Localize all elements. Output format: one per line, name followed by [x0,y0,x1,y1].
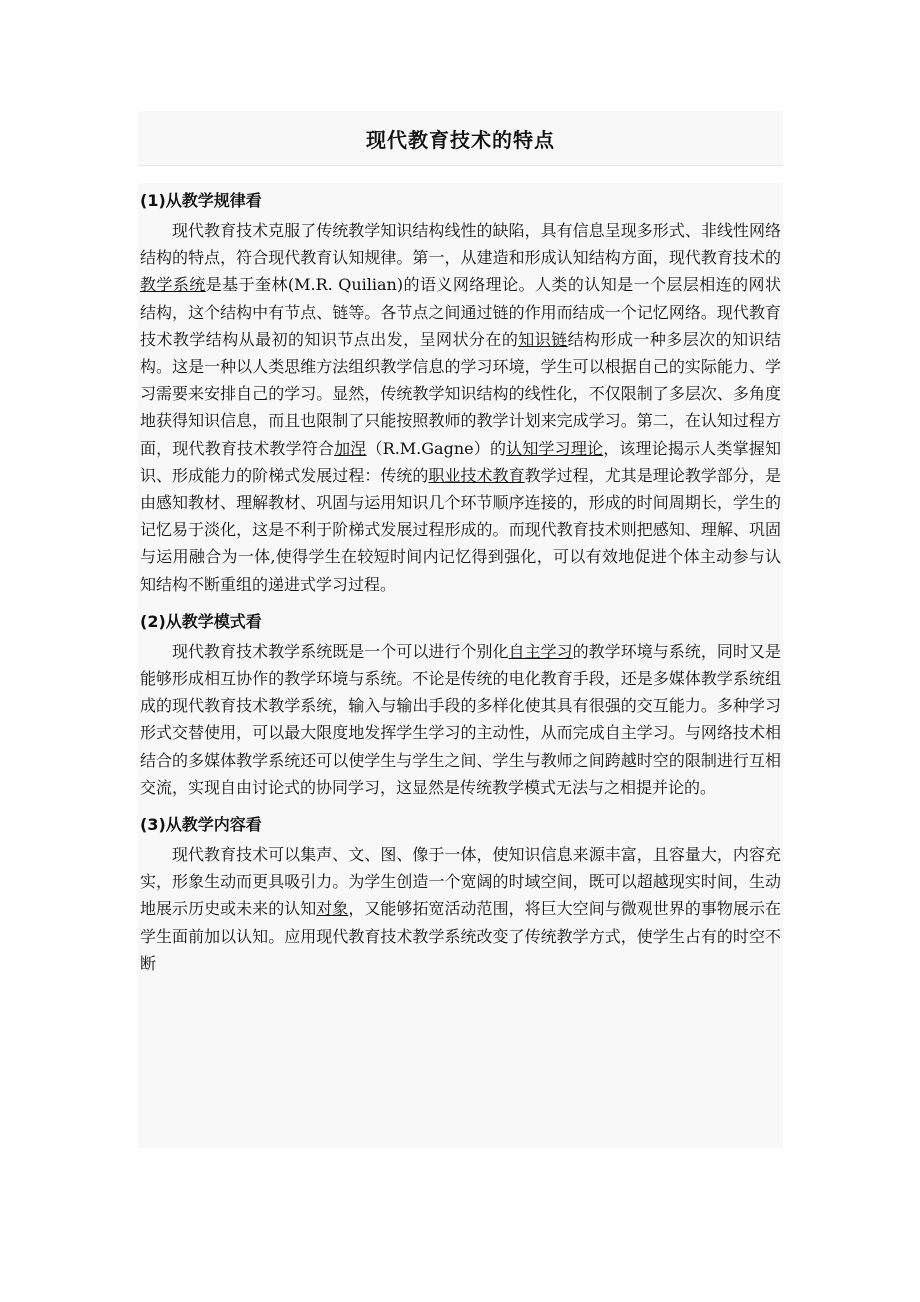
paragraph-text: 现代教育技术教学系统既是一个可以进行个别化 [172,641,509,661]
term-link[interactable]: 加涅 [334,438,367,458]
paragraph-text: ，该理论揭示人类掌握知识、形成能力的阶梯式发展过程：传统的 [140,438,781,485]
section-teaching-mode [140,610,781,801]
term-link[interactable]: 对象 [316,899,349,919]
paragraph-text: ，又能够拓宽活动范围，将巨大空间与微观世界的事物展示在学生面前加以认知。应用现代教育技术教学系统改变了传统教学方式，使学生占有的时空不断 [140,899,781,973]
term-link[interactable]: 知识链 [518,329,568,349]
term-link[interactable]: 教学系统 [140,275,206,295]
document-body [138,183,783,1148]
section-paragraph [140,638,781,801]
section-heading: (1)从教学规律看 [140,191,262,210]
section-heading: (2)从教学模式看 [140,611,262,631]
section-paragraph [140,841,781,977]
paragraph-text: 是基于奎林(M.R. Quilian)的语义网络理论。人类的认知是一个层层相连的网状结构，这个结构中有节点、链等。各节点之间通过链的作用而结成一个记忆网络。现代教育技术教学结构从最初的知识节点出发，呈网状分在的 [140,275,781,349]
paragraph-text: 现代教育技术克服了传统教学知识结构线性的缺陷，具有信息呈现多形式、非线性网络结构的特点，符合现代教育认知规律。第一，从建造和形成认知结构方面，现代教育技术的 [140,221,781,268]
section-heading: (3)从教学内容看 [140,815,262,835]
section-teaching-content [140,813,781,977]
title-bar [138,111,783,166]
paragraph-text: 结构形成一种多层次的知识结构。这是一种以人类思维方法组织教学信息的学习环境，学生可以根据自己的实际能力、学习需要来安排自己的学习。显然，传统教学知识结构的线性化，不仅限制了多层次、多角度地获得知识信息，而且也限制了只能按照教师的教学计划来完成学习。第二，在认知过程方面，现代教育技术教学符合 [140,329,781,458]
paragraph-text: 现代教育技术可以集声、文、图、像于一体，使知识信息来源丰富，且容量大，内容充实，形象生动而更具吸引力。为学生创造一个宽阔的时域空间，既可以超越现实时间，生动地展示历史或未来的认知 [140,845,781,919]
paragraph-text: 的教学环境与系统，同时又是能够形成相互协作的教学环境与系统。不论是传统的电化教育手段，还是多媒体教学系统组成的现代教育技术教学系统，输入与输出手段的多样化使其具有很强的交互能力。多种学习形式交替使用，可以最大限度地发挥学生学习的主动性，从而完成自主学习。与网络技术相结合的多媒体教学系统还可以使学生与学生之间、学生与教师之间跨越时空的限制进行互相交流，实现自由讨论式的协同学习，这显然是传统教学模式无法与之相提并论的。 [140,641,781,797]
term-link[interactable]: 职业技术教育 [428,465,525,485]
section-teaching-law [140,189,781,598]
term-link[interactable]: 认知学习理论 [506,438,604,458]
paragraph-text: （R.M.Gagne）的 [366,438,507,458]
paragraph-text: 教学过程，尤其是理论教学部分，是由感知教材、理解教材、巩固与运用知识几个环节顺序连接的，形成的时间周期长，学生的记忆易于淡化，这是不利于阶梯式发展过程形成的。而现代教育技术则把感知、理解、巩固与运用融合为一体,使得学生在较短时间内记忆得到强化，可以有效地促进个体主动参与认知结构不断重组的递进式学习过程。 [140,465,781,594]
section-paragraph [140,217,781,598]
page-title: 现代教育技术的特点 [366,127,555,152]
term-link[interactable]: 自主学习 [508,641,573,661]
